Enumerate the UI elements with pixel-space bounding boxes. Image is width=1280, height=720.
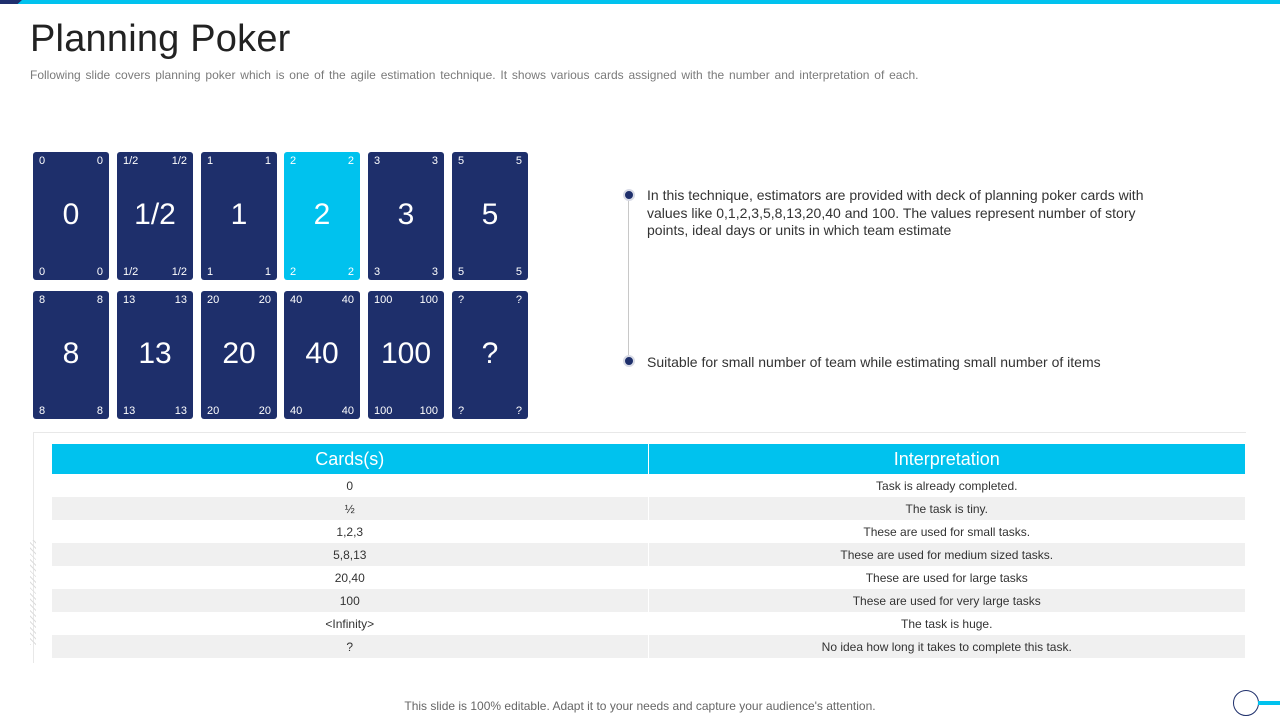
poker-card bbox=[33, 152, 109, 280]
card-corner-label: 40 bbox=[290, 294, 303, 306]
card-value: 0 bbox=[62, 198, 80, 231]
card-value: 13 bbox=[138, 337, 172, 370]
card-corner-label: 20 bbox=[207, 294, 220, 306]
card-value: 100 bbox=[380, 337, 432, 370]
table-row bbox=[52, 520, 1245, 543]
cell-card: 100 bbox=[52, 589, 648, 612]
cell-interpretation: No idea how long it takes to complete this task. bbox=[648, 635, 1245, 658]
decorative-hatch bbox=[30, 540, 36, 645]
page-title: Planning Poker bbox=[30, 18, 291, 60]
card-value: 1 bbox=[230, 198, 248, 231]
table-row bbox=[52, 589, 1245, 612]
card-corner-label: 1 bbox=[264, 155, 271, 167]
cell-card: 5,8,13 bbox=[52, 543, 648, 566]
card-corner-label: 40 bbox=[290, 405, 303, 417]
cell-card: 20,40 bbox=[52, 566, 648, 589]
poker-card bbox=[368, 152, 444, 280]
card-corner-label: 13 bbox=[123, 294, 136, 306]
card-corner-label: 20 bbox=[258, 294, 271, 306]
poker-card bbox=[117, 291, 193, 419]
card-corner-label: 1 bbox=[207, 155, 214, 167]
card-corner-label: 0 bbox=[96, 155, 103, 167]
card-corner-label: 2 bbox=[347, 155, 354, 167]
card-corner-label: 20 bbox=[258, 405, 271, 417]
column-header-interpretation: Interpretation bbox=[648, 444, 1245, 474]
card-corner-label: 100 bbox=[374, 294, 393, 306]
table-row bbox=[52, 474, 1245, 497]
card-corner-label: 2 bbox=[290, 155, 297, 167]
card-corner-label: 40 bbox=[341, 405, 354, 417]
cell-interpretation: These are used for medium sized tasks. bbox=[648, 543, 1245, 566]
card-corner-label: 20 bbox=[207, 405, 220, 417]
card-corner-label: 8 bbox=[39, 405, 46, 417]
cell-interpretation: The task is huge. bbox=[648, 612, 1245, 635]
cell-card: 1,2,3 bbox=[52, 520, 648, 543]
footer-note: This slide is 100% editable. Adapt it to your needs and capture your audience's attention. bbox=[404, 699, 876, 713]
top-accent-bar bbox=[0, 0, 1280, 4]
card-corner-label: 5 bbox=[458, 266, 465, 278]
card-corner-label: 0 bbox=[96, 266, 103, 278]
card-corner-label: 5 bbox=[515, 155, 522, 167]
card-corner-label: 1/2 bbox=[171, 266, 187, 278]
card-corner-label: 3 bbox=[374, 266, 381, 278]
card-corner-label: 13 bbox=[174, 294, 187, 306]
cell-interpretation: Task is already completed. bbox=[648, 474, 1245, 497]
card-value: 3 bbox=[397, 198, 415, 231]
interpretation-table bbox=[52, 444, 1245, 658]
card-corner-label: ? bbox=[515, 405, 522, 417]
card-corner-label: ? bbox=[458, 405, 465, 417]
poker-card bbox=[368, 291, 444, 419]
page-subtitle: Following slide covers planning poker which is one of the agile estimation technique. It shows various cards assigned with the number and interpretation of each. bbox=[30, 68, 919, 82]
card-value: 20 bbox=[222, 337, 256, 370]
card-value: 40 bbox=[305, 337, 339, 370]
poker-card bbox=[201, 291, 277, 419]
card-corner-label: 1 bbox=[207, 266, 214, 278]
cell-interpretation: These are used for very large tasks bbox=[648, 589, 1245, 612]
column-header-cards: Cards(s) bbox=[52, 444, 648, 474]
card-corner-label: 2 bbox=[290, 266, 297, 278]
card-corner-label: 3 bbox=[374, 155, 381, 167]
card-value: 1/2 bbox=[134, 198, 176, 231]
bullet-point-technique: In this technique, estimators are provided with deck of planning poker cards with values like 0,1,2,3,5,8,13,20,40 and 100. The values represent number of story points, ideal days or units in which team estimate bbox=[647, 187, 1144, 238]
card-corner-label: 0 bbox=[39, 155, 46, 167]
card-corner-label: 100 bbox=[419, 294, 438, 306]
card-corner-label: ? bbox=[458, 294, 465, 306]
cell-card: 0 bbox=[52, 474, 648, 497]
cell-card: ? bbox=[52, 635, 648, 658]
bullet-point-suitability: Suitable for small number of team while estimating small number of items bbox=[647, 354, 1101, 370]
card-value: 5 bbox=[481, 198, 499, 231]
bullet-dot-icon bbox=[623, 355, 635, 367]
bottom-accent-bar bbox=[1258, 701, 1280, 705]
table-row bbox=[52, 543, 1245, 566]
cell-card: ½ bbox=[52, 497, 648, 520]
table-row bbox=[52, 635, 1245, 658]
card-corner-label: 13 bbox=[123, 405, 136, 417]
poker-card bbox=[452, 291, 528, 419]
poker-card bbox=[284, 152, 360, 280]
card-corner-label: 100 bbox=[419, 405, 438, 417]
table-row bbox=[52, 497, 1245, 520]
card-corner-label: ? bbox=[515, 294, 522, 306]
card-corner-label: 3 bbox=[431, 266, 438, 278]
cell-interpretation: The task is tiny. bbox=[648, 497, 1245, 520]
poker-card bbox=[201, 152, 277, 280]
cell-interpretation: These are used for large tasks bbox=[648, 566, 1245, 589]
cell-interpretation: These are used for small tasks. bbox=[648, 520, 1245, 543]
poker-card bbox=[117, 152, 193, 280]
card-corner-label: 40 bbox=[341, 294, 354, 306]
card-corner-label: 13 bbox=[174, 405, 187, 417]
bullet-dot-icon bbox=[623, 189, 635, 201]
bullet-connector-line bbox=[628, 196, 629, 362]
table-header-row bbox=[52, 444, 1245, 474]
card-corner-label: 1/2 bbox=[123, 266, 139, 278]
card-corner-label: 2 bbox=[347, 266, 354, 278]
card-corner-label: 8 bbox=[96, 294, 103, 306]
card-value: 2 bbox=[313, 198, 331, 231]
card-corner-label: 8 bbox=[39, 294, 46, 306]
table-row bbox=[52, 612, 1245, 635]
card-corner-label: 5 bbox=[515, 266, 522, 278]
slide-nav-circle-icon bbox=[1233, 690, 1259, 716]
card-corner-label: 8 bbox=[96, 405, 103, 417]
poker-card bbox=[33, 291, 109, 419]
poker-card bbox=[452, 152, 528, 280]
card-corner-label: 5 bbox=[458, 155, 465, 167]
poker-card-grid bbox=[33, 152, 528, 419]
card-corner-label: 0 bbox=[39, 266, 46, 278]
card-value: 8 bbox=[62, 337, 80, 370]
table-row bbox=[52, 566, 1245, 589]
poker-card bbox=[284, 291, 360, 419]
card-corner-label: 1/2 bbox=[123, 155, 139, 167]
card-corner-label: 1 bbox=[264, 266, 271, 278]
card-value: ? bbox=[481, 337, 499, 370]
card-corner-label: 100 bbox=[374, 405, 393, 417]
card-corner-label: 3 bbox=[431, 155, 438, 167]
cell-card: <Infinity> bbox=[52, 612, 648, 635]
card-corner-label: 1/2 bbox=[171, 155, 187, 167]
